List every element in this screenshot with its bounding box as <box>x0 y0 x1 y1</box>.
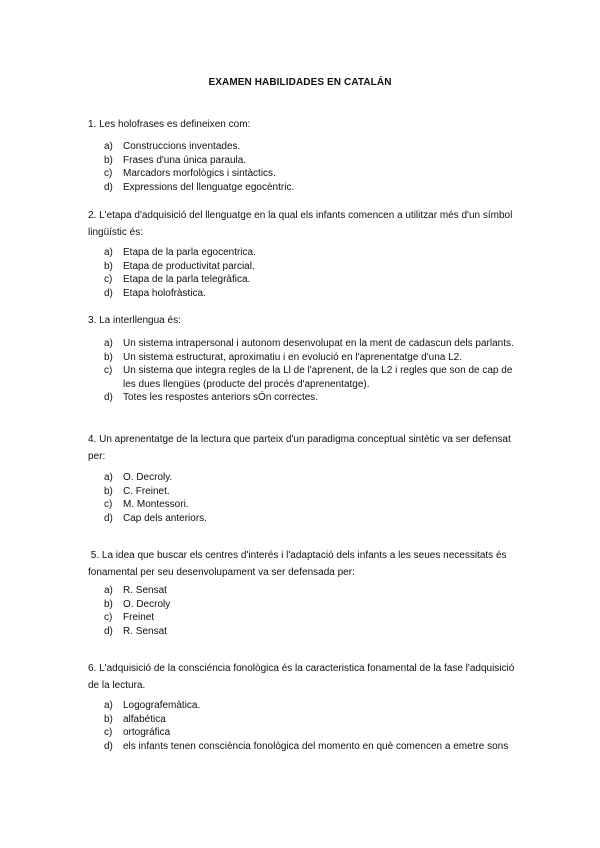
option-text: M. Montessori. <box>123 499 189 510</box>
option-label: b) <box>104 485 113 497</box>
option-5a <box>104 584 524 598</box>
option-3d <box>104 391 524 405</box>
option-text: Etapa de la parla egocentrica. <box>123 247 256 258</box>
option-label: c) <box>104 168 113 179</box>
option-1a <box>104 140 524 154</box>
option-text: els infants tenen consciència fonològica del momento en què comencen a emetre sons <box>123 740 509 752</box>
option-label: d) <box>104 625 113 637</box>
option-label: a) <box>104 141 113 152</box>
option-label: b) <box>104 260 113 272</box>
option-5d <box>104 625 524 639</box>
option-text: Frases d'una única paraula. <box>123 154 247 166</box>
option-text: Etapa holofràstica. <box>123 287 206 299</box>
option-text: Marcadors morfològics i sintàctics. <box>123 168 276 179</box>
option-3a <box>104 337 524 351</box>
option-text: Etapa de productivitat parcial. <box>123 260 255 272</box>
option-label: d) <box>104 287 113 299</box>
option-4b <box>104 485 524 499</box>
option-label: a) <box>104 585 113 596</box>
question-5-options <box>104 584 524 638</box>
option-label: a) <box>104 472 113 483</box>
option-text: R. Sensat <box>123 625 167 637</box>
question-4-options <box>104 471 524 525</box>
option-4a <box>104 471 524 485</box>
option-2d <box>104 287 524 301</box>
option-label: a) <box>104 338 113 349</box>
option-text: R. Sensat <box>123 585 167 596</box>
option-6b <box>104 713 524 727</box>
option-text: Totes les respostes anteriors sÓn correctes. <box>123 392 319 403</box>
option-6d <box>104 740 524 754</box>
question-6: 6. L'adquisició de la consciéncia fonològica és la caracteristica fonamental de la fase l'adquisició de la lectura. <box>88 663 515 691</box>
question-6-options <box>104 699 524 753</box>
option-label: b) <box>104 154 113 166</box>
option-label: d) <box>104 512 113 524</box>
option-5c <box>104 611 524 625</box>
option-3c <box>104 364 524 391</box>
option-text: Cap dels anteriors. <box>123 512 207 524</box>
option-2b <box>104 260 524 274</box>
option-3b <box>104 351 524 365</box>
option-text: Construccions inventades. <box>123 141 241 152</box>
option-text: Un sistema intrapersonal i autonom desenvolupat en la ment de cadascun dels parlants. <box>123 338 514 349</box>
question-1: 1. Les holofrases es defineixen com: <box>88 119 251 130</box>
option-label: c) <box>104 499 113 510</box>
option-label: d) <box>104 392 113 403</box>
question-2: 2. L'etapa d'adquisició del llenguatge en la qual els infants comencen a utilitzar més d'un símbol lingüístic és: <box>88 210 513 238</box>
option-label: b) <box>104 713 113 725</box>
question-5: 5. La idea que buscar els centres d'interés i l'adaptació dels infants a les seues necessitats és fonamental per seu desenvolupament va ser defensada per: <box>88 550 510 578</box>
option-label: c) <box>104 727 113 738</box>
option-4c <box>104 498 524 512</box>
option-6c <box>104 726 524 740</box>
option-text: ortográfica <box>123 727 171 738</box>
option-text: alfabética <box>123 713 166 725</box>
option-label: b) <box>104 598 113 610</box>
option-4d <box>104 512 524 526</box>
option-label: b) <box>104 351 113 363</box>
option-text: Un sistema estructurat, aproximatiu i en evolució en l'aprenentatge d'una L2. <box>123 351 463 363</box>
option-1d <box>104 181 524 195</box>
question-1-options <box>104 140 524 194</box>
question-2-options <box>104 246 524 300</box>
option-text: O. Decroly. <box>123 472 173 483</box>
option-1b <box>104 154 524 168</box>
question-3: 3. La interllengua és: <box>88 315 181 326</box>
option-label: d) <box>104 181 113 193</box>
option-label: c) <box>104 612 113 623</box>
option-label: a) <box>104 700 113 711</box>
option-text: Expressions del llenguatge egocèntric. <box>123 181 295 193</box>
option-label: a) <box>104 247 113 258</box>
question-3-options <box>104 337 524 405</box>
question-4: 4. Un aprenentatge de la lectura que parteix d'un paradigma conceptual sintètic va ser defensat per: <box>88 434 511 462</box>
option-text: Etapa de la parla telegràfica. <box>123 274 251 285</box>
option-6a <box>104 699 524 713</box>
option-text: Freinet <box>123 612 155 623</box>
option-text: O. Decroly <box>123 598 171 610</box>
exam-title: EXAMEN HABILIDADES EN CATALÁN <box>208 77 392 88</box>
option-label: c) <box>104 365 113 376</box>
option-text: C. Freinet. <box>123 485 170 497</box>
option-1c <box>104 167 524 181</box>
option-label: d) <box>104 740 113 752</box>
option-5b <box>104 598 524 612</box>
option-2c <box>104 273 524 287</box>
option-2a <box>104 246 524 260</box>
option-text: Logografemàtica. <box>123 700 201 711</box>
option-label: c) <box>104 274 113 285</box>
option-text: Un sistema que integra regles de la Ll de l'aprenent, de la L2 i regles que son de cap de les dues llengües (producte del procés d'aprenentatge). <box>123 365 513 390</box>
